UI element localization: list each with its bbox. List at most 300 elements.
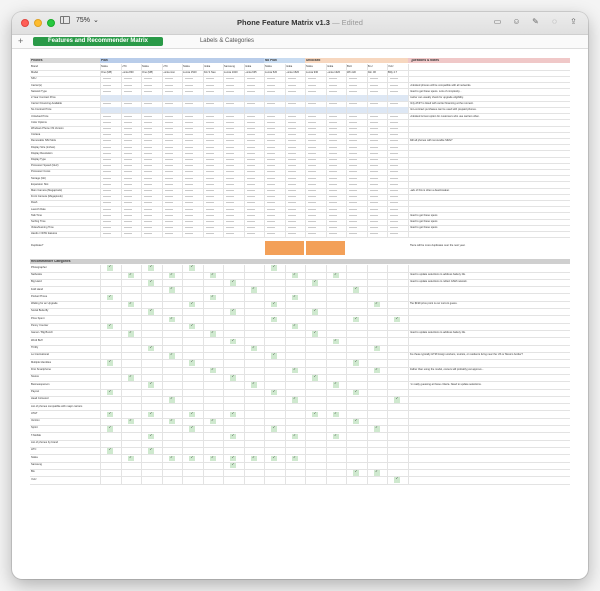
value-tick bbox=[226, 221, 234, 222]
category-label: Thrifty bbox=[31, 346, 39, 350]
category-label: HTC bbox=[31, 448, 37, 452]
price-cell bbox=[326, 107, 347, 113]
organize-icon[interactable]: ◌ bbox=[552, 17, 557, 26]
match-check: ✓ bbox=[271, 426, 277, 432]
note-text: Are these typically HTM foreign workers, tourists, or residents living near the US or Mexico border? bbox=[409, 353, 523, 357]
match-check: ✓ bbox=[374, 346, 380, 352]
row-label: Display Size (inches) bbox=[31, 145, 56, 149]
value-tick bbox=[308, 122, 316, 123]
match-check: ✓ bbox=[292, 397, 298, 403]
value-tick bbox=[144, 103, 152, 104]
value-tick bbox=[288, 202, 296, 203]
value-tick bbox=[329, 196, 337, 197]
value-tick bbox=[349, 233, 357, 234]
row-label: Talk Time bbox=[31, 213, 42, 217]
value-tick bbox=[349, 159, 357, 160]
category-label: Head Coloured bbox=[31, 397, 49, 401]
value-tick bbox=[185, 184, 193, 185]
value-tick bbox=[124, 233, 132, 234]
value-tick bbox=[288, 233, 296, 234]
value-tick bbox=[185, 209, 193, 210]
value-tick bbox=[165, 116, 173, 117]
brand-cell: Samsung bbox=[224, 65, 235, 68]
category-label: Big Hand bbox=[31, 280, 42, 284]
price-cell bbox=[141, 107, 162, 113]
value-tick bbox=[206, 159, 214, 160]
value-tick bbox=[267, 159, 275, 160]
value-tick bbox=[206, 122, 214, 123]
value-tick bbox=[185, 103, 193, 104]
value-tick bbox=[124, 196, 132, 197]
row-label: Surfing Time bbox=[31, 220, 46, 223]
value-tick bbox=[144, 190, 152, 191]
match-check: ✓ bbox=[107, 390, 113, 396]
category-label: Businessperson bbox=[31, 382, 50, 386]
value-tick bbox=[390, 134, 398, 135]
row-label: Color Options bbox=[31, 120, 47, 124]
row-label: Processor Speed (GHz) bbox=[31, 164, 59, 168]
value-tick bbox=[185, 147, 193, 148]
duplicate-label: Duplicate? bbox=[31, 243, 44, 247]
value-tick bbox=[349, 165, 357, 166]
value-tick bbox=[185, 215, 193, 216]
value-tick bbox=[144, 116, 152, 117]
match-check: ✓ bbox=[312, 309, 318, 315]
match-check: ✓ bbox=[148, 346, 154, 352]
value-tick bbox=[288, 190, 296, 191]
value-tick bbox=[267, 178, 275, 179]
value-tick bbox=[165, 171, 173, 172]
value-tick bbox=[124, 190, 132, 191]
match-check: ✓ bbox=[210, 273, 216, 279]
category-label: Yezz bbox=[31, 477, 37, 481]
value-tick bbox=[144, 91, 152, 92]
match-check: ✓ bbox=[107, 448, 113, 454]
value-tick bbox=[349, 221, 357, 222]
match-check: ✓ bbox=[107, 412, 113, 418]
value-tick bbox=[329, 202, 337, 203]
value-tick bbox=[288, 85, 296, 86]
value-tick bbox=[247, 202, 255, 203]
row-label: Storage (Gb) bbox=[31, 176, 46, 180]
value-tick bbox=[226, 128, 234, 129]
value-tick bbox=[103, 147, 111, 148]
value-tick bbox=[144, 128, 152, 129]
value-tick bbox=[247, 178, 255, 179]
value-tick bbox=[390, 153, 398, 154]
model-cell: One (M8) bbox=[142, 71, 153, 75]
value-tick bbox=[390, 233, 398, 234]
value-tick bbox=[349, 116, 357, 117]
value-tick bbox=[288, 78, 296, 79]
value-tick bbox=[144, 153, 152, 154]
match-check: ✓ bbox=[271, 265, 277, 271]
row-label: Hands / NOW features bbox=[31, 232, 58, 236]
value-tick bbox=[370, 153, 378, 154]
category-label: Waiting for an Upgrade bbox=[31, 302, 58, 306]
value-tick bbox=[103, 78, 111, 79]
match-check: ✓ bbox=[353, 360, 359, 366]
price-cell bbox=[141, 95, 162, 101]
value-tick bbox=[370, 233, 378, 234]
value-tick bbox=[329, 128, 337, 129]
category-label: Social Butterfly bbox=[31, 309, 49, 313]
match-check: ✓ bbox=[271, 353, 277, 359]
value-tick bbox=[144, 134, 152, 135]
value-tick bbox=[288, 91, 296, 92]
toolbar-right bbox=[493, 17, 578, 26]
value-tick bbox=[329, 165, 337, 166]
value-tick bbox=[308, 178, 316, 179]
value-tick bbox=[165, 233, 173, 234]
value-tick bbox=[144, 202, 152, 203]
value-tick bbox=[349, 153, 357, 154]
value-tick bbox=[103, 128, 111, 129]
value-tick bbox=[165, 78, 173, 79]
value-tick bbox=[206, 85, 214, 86]
value-tick bbox=[165, 196, 173, 197]
value-tick bbox=[226, 91, 234, 92]
value-tick bbox=[349, 209, 357, 210]
value-tick bbox=[124, 215, 132, 216]
brand-cell: Nokia bbox=[101, 65, 108, 68]
match-check: ✓ bbox=[148, 265, 154, 271]
match-check: ✓ bbox=[374, 368, 380, 374]
value-tick bbox=[390, 221, 398, 222]
match-check: ✓ bbox=[189, 426, 195, 432]
comment-icon[interactable]: ▭ bbox=[493, 17, 502, 26]
value-tick bbox=[267, 116, 275, 117]
format-icon[interactable]: ✎ bbox=[532, 17, 539, 26]
value-tick bbox=[226, 159, 234, 160]
match-check: ✓ bbox=[251, 456, 257, 462]
match-check: ✓ bbox=[128, 273, 134, 279]
match-check: ✓ bbox=[292, 368, 298, 374]
value-tick bbox=[329, 215, 337, 216]
value-tick bbox=[124, 178, 132, 179]
price-cell bbox=[326, 95, 347, 101]
value-tick bbox=[329, 153, 337, 154]
match-check: ✓ bbox=[189, 360, 195, 366]
value-tick bbox=[185, 128, 193, 129]
match-check: ✓ bbox=[210, 419, 216, 425]
row-label: Unlocked Price bbox=[31, 114, 49, 118]
category-label: First Smartphone bbox=[31, 367, 51, 371]
value-tick bbox=[370, 202, 378, 203]
value-tick bbox=[288, 165, 296, 166]
match-check: ✓ bbox=[271, 456, 277, 462]
value-tick bbox=[288, 227, 296, 228]
price-cell bbox=[346, 95, 367, 101]
value-tick bbox=[247, 91, 255, 92]
category-label: Word Buff bbox=[31, 338, 43, 342]
value-tick bbox=[390, 215, 398, 216]
value-tick bbox=[308, 91, 316, 92]
match-check: ✓ bbox=[292, 295, 298, 301]
match-check: ✓ bbox=[189, 324, 195, 330]
value-tick bbox=[124, 159, 132, 160]
row-label: Flash bbox=[31, 201, 38, 205]
match-check: ✓ bbox=[210, 295, 216, 301]
value-tick bbox=[144, 159, 152, 160]
value-tick bbox=[349, 171, 357, 172]
price-cell bbox=[244, 107, 265, 113]
value-tick bbox=[267, 128, 275, 129]
model-cell: Win HD bbox=[347, 71, 356, 75]
value-tick bbox=[329, 233, 337, 234]
value-tick bbox=[124, 140, 132, 141]
value-tick bbox=[349, 184, 357, 185]
match-check: ✓ bbox=[107, 426, 113, 432]
value-tick bbox=[390, 178, 398, 179]
note-text: Need to update selections to address battery life. bbox=[409, 272, 466, 276]
sheet-tab-bar bbox=[12, 35, 588, 49]
tab-labels-categories[interactable]: Labels & Categories bbox=[199, 38, 255, 44]
price-cell bbox=[162, 95, 183, 101]
match-check: ✓ bbox=[333, 434, 339, 440]
value-tick bbox=[308, 221, 316, 222]
value-tick bbox=[103, 171, 111, 172]
value-tick bbox=[349, 140, 357, 141]
note-text: Need to get these specs bbox=[409, 220, 438, 223]
value-tick bbox=[103, 190, 111, 191]
category-label: Fold Hand bbox=[31, 287, 43, 291]
value-tick bbox=[308, 190, 316, 191]
value-tick bbox=[124, 153, 132, 154]
value-tick bbox=[390, 85, 398, 86]
value-tick bbox=[288, 221, 296, 222]
match-check: ✓ bbox=[271, 390, 277, 396]
value-tick bbox=[206, 221, 214, 222]
value-tick bbox=[124, 184, 132, 185]
note-text: There will be more duplicates over the next year. bbox=[409, 243, 466, 247]
value-tick bbox=[288, 159, 296, 160]
match-check: ✓ bbox=[312, 280, 318, 286]
match-check: ✓ bbox=[169, 419, 175, 425]
value-tick bbox=[206, 178, 214, 179]
price-cell bbox=[100, 95, 121, 101]
value-tick bbox=[206, 215, 214, 216]
match-check: ✓ bbox=[189, 265, 195, 271]
value-tick bbox=[185, 165, 193, 166]
value-tick bbox=[247, 215, 255, 216]
collaborate-icon[interactable]: ☺ bbox=[512, 17, 521, 26]
brand-cell: Nokia bbox=[326, 65, 334, 68]
value-tick bbox=[165, 85, 173, 86]
value-tick bbox=[247, 171, 255, 172]
note-text: Unlocked is best option for customers who use carriers often. bbox=[409, 114, 480, 118]
value-tick bbox=[370, 85, 378, 86]
value-tick bbox=[267, 140, 275, 141]
value-tick bbox=[226, 178, 234, 179]
value-tick bbox=[103, 233, 111, 234]
value-tick bbox=[370, 227, 378, 228]
value-tick bbox=[165, 122, 173, 123]
value-tick bbox=[103, 196, 111, 197]
match-check: ✓ bbox=[353, 419, 359, 425]
value-tick bbox=[308, 165, 316, 166]
value-tick bbox=[144, 215, 152, 216]
value-tick bbox=[267, 221, 275, 222]
value-tick bbox=[349, 227, 357, 228]
note-text: Carrier can usually check for upgrade eligibility. bbox=[409, 96, 464, 99]
value-tick bbox=[144, 227, 152, 228]
price-cell bbox=[182, 107, 203, 113]
match-check: ✓ bbox=[169, 287, 175, 293]
value-tick bbox=[144, 209, 152, 210]
value-tick bbox=[308, 140, 316, 141]
row-label: Windows Phone OS Version bbox=[31, 127, 64, 130]
value-tick bbox=[103, 209, 111, 210]
value-tick bbox=[329, 190, 337, 191]
model-cell: Lumia 830 bbox=[121, 71, 134, 75]
value-tick bbox=[329, 85, 337, 86]
value-tick bbox=[247, 190, 255, 191]
category-label: Multiple Identities bbox=[31, 360, 52, 364]
price-cell bbox=[100, 107, 121, 113]
match-check: ✓ bbox=[312, 331, 318, 337]
value-tick bbox=[288, 178, 296, 179]
value-tick bbox=[124, 128, 132, 129]
value-tick bbox=[267, 171, 275, 172]
add-sheet-icon[interactable]: + bbox=[18, 36, 24, 46]
model-cell: Lumia 1020 bbox=[224, 71, 238, 75]
value-tick bbox=[165, 140, 173, 141]
value-tick bbox=[370, 122, 378, 123]
match-check: ✓ bbox=[230, 463, 236, 469]
tab-features-matrix[interactable]: Features and Recommender Matrix bbox=[33, 37, 163, 46]
value-tick bbox=[349, 202, 357, 203]
value-tick bbox=[288, 116, 296, 117]
category-label: AT&T bbox=[31, 411, 38, 415]
value-tick bbox=[124, 221, 132, 222]
value-tick bbox=[247, 227, 255, 228]
value-tick bbox=[247, 209, 255, 210]
value-tick bbox=[308, 159, 316, 160]
brand-cell: Nokia bbox=[285, 65, 293, 68]
value-tick bbox=[206, 233, 214, 234]
value-tick bbox=[329, 209, 337, 210]
match-check: ✓ bbox=[374, 426, 380, 432]
value-tick bbox=[226, 103, 234, 104]
match-check: ✓ bbox=[148, 434, 154, 440]
value-tick bbox=[124, 202, 132, 203]
value-tick bbox=[288, 147, 296, 148]
value-tick bbox=[267, 134, 275, 135]
value-tick bbox=[370, 159, 378, 160]
value-tick bbox=[226, 147, 234, 148]
model-cell: One (M8) bbox=[101, 71, 112, 75]
match-check: ✓ bbox=[333, 339, 339, 345]
value-tick bbox=[390, 171, 398, 172]
value-tick bbox=[103, 153, 111, 154]
value-tick bbox=[165, 134, 173, 135]
row-label: Main Camera (Megapixels) bbox=[31, 189, 63, 192]
value-tick bbox=[144, 78, 152, 79]
match-check: ✓ bbox=[210, 456, 216, 462]
value-tick bbox=[185, 78, 193, 79]
value-tick bbox=[124, 78, 132, 79]
model-cell: Ativ S Neo bbox=[203, 71, 216, 75]
value-tick bbox=[370, 196, 378, 197]
value-tick bbox=[390, 196, 398, 197]
zoom-value: 75% bbox=[76, 16, 91, 24]
row-label: Brand bbox=[31, 65, 38, 68]
category-label: List of phones compatible with major carriers bbox=[31, 404, 83, 408]
match-check: ✓ bbox=[210, 368, 216, 374]
note-text: Non-contract purchases can be used with prepaid phones. bbox=[409, 108, 477, 112]
price-cell bbox=[244, 95, 265, 101]
value-tick bbox=[349, 85, 357, 86]
model-cell: Lumia 930 bbox=[306, 71, 319, 75]
category-label: Sprint bbox=[31, 426, 38, 430]
note-text: Only AT&T is listed with carrier financing at the moment. bbox=[409, 102, 474, 106]
brand-cell: Nokia bbox=[183, 65, 190, 68]
value-tick bbox=[185, 202, 193, 203]
value-tick bbox=[390, 91, 398, 92]
value-tick bbox=[370, 147, 378, 148]
price-cell bbox=[223, 95, 244, 101]
price-cell bbox=[264, 95, 285, 101]
match-check: ✓ bbox=[169, 397, 175, 403]
match-check: ✓ bbox=[169, 273, 175, 279]
value-tick bbox=[206, 147, 214, 148]
value-tick bbox=[267, 215, 275, 216]
value-tick bbox=[124, 103, 132, 104]
value-tick bbox=[288, 153, 296, 154]
match-check: ✓ bbox=[333, 273, 339, 279]
value-tick bbox=[185, 153, 193, 154]
value-tick bbox=[267, 153, 275, 154]
value-tick bbox=[103, 165, 111, 166]
note-text: Will all phones with removable SIMs? bbox=[409, 139, 453, 143]
match-check: ✓ bbox=[333, 412, 339, 418]
value-tick bbox=[370, 140, 378, 141]
model-cell: Lumia 1520 bbox=[183, 71, 197, 75]
row-label: Carrier(s) bbox=[31, 83, 42, 87]
value-tick bbox=[308, 116, 316, 117]
value-tick bbox=[206, 78, 214, 79]
value-tick bbox=[226, 78, 234, 79]
value-tick bbox=[247, 116, 255, 117]
note-text: Lack of this is often a deal-breaker. bbox=[409, 189, 450, 192]
value-tick bbox=[226, 85, 234, 86]
value-tick bbox=[165, 165, 173, 166]
model-cell: Lumia 520 bbox=[265, 71, 278, 75]
window-title: Phone Feature Matrix v1.3 — Edited bbox=[237, 18, 363, 27]
value-tick bbox=[370, 209, 378, 210]
value-tick bbox=[390, 78, 398, 79]
value-tick bbox=[185, 122, 193, 123]
share-icon[interactable]: ⇪ bbox=[570, 17, 577, 26]
value-tick bbox=[103, 85, 111, 86]
value-tick bbox=[206, 134, 214, 135]
group-unlocked: Unlocked bbox=[306, 59, 321, 62]
value-tick bbox=[124, 147, 132, 148]
value-tick bbox=[103, 122, 111, 123]
value-tick bbox=[349, 122, 357, 123]
value-tick bbox=[288, 134, 296, 135]
value-tick bbox=[226, 122, 234, 123]
value-tick bbox=[226, 215, 234, 216]
value-tick bbox=[247, 233, 255, 234]
value-tick bbox=[247, 159, 255, 160]
group-plan: Plan bbox=[101, 59, 108, 62]
value-tick bbox=[165, 184, 173, 185]
value-tick bbox=[185, 190, 193, 191]
match-check: ✓ bbox=[292, 456, 298, 462]
row-label: Cortana bbox=[31, 133, 41, 137]
